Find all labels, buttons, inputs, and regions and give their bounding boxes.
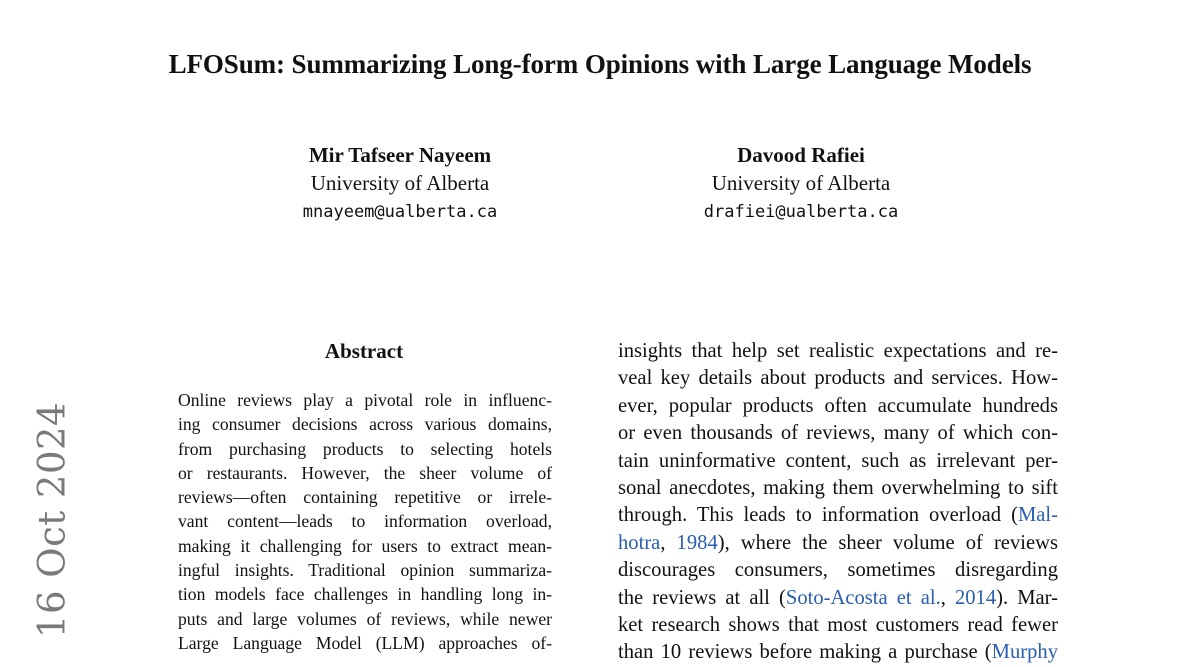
abstract-line: tion models face challenges in handling long in-: [178, 584, 552, 605]
body-text: ), where the sheer volume of reviews: [717, 531, 1058, 554]
body-text: the reviews at all (: [618, 586, 786, 609]
citation-link-malhotra[interactable]: hotra: [618, 531, 661, 554]
citation-link-malhotra-year[interactable]: 1984: [676, 531, 718, 554]
citation-link-soto-acosta[interactable]: Soto-Acosta et al.: [785, 586, 941, 609]
author-name: Davood Rafiei: [737, 143, 865, 167]
abstract-heading: Abstract: [324, 339, 404, 363]
body-line: [618, 585, 1058, 612]
author-affiliation: University of Alberta: [310, 171, 490, 195]
author-block-1: [240, 141, 560, 226]
abstract-line: making it challenging for users to extract mean-: [178, 535, 552, 556]
abstract-line: Large Language Model (LLM) approaches of-: [178, 632, 552, 653]
abstract-line: vant content—leads to information overload,: [178, 511, 552, 532]
abstract-line: Online reviews play a pivotal role in influenc-: [178, 390, 552, 410]
author-email[interactable]: mnayeem@ualberta.ca: [302, 202, 498, 222]
body-text: ). Mar-: [996, 586, 1058, 609]
body-line: sonal anecdotes, making them overwhelming to sift: [618, 477, 1058, 500]
body-text: than 10 reviews before making a purchase (: [618, 641, 992, 664]
abstract-line: from purchasing products to selecting hotels: [178, 438, 552, 459]
body-line: ket research shows that most customers read fewer: [618, 614, 1058, 637]
abstract-line: ing consumer decisions across various domains,: [178, 414, 552, 435]
body-line: or even thousands of reviews, many of which con-: [618, 422, 1058, 445]
author-block-2: [641, 141, 961, 226]
arxiv-date-stamp: [28, 401, 76, 639]
citation-link-murphy[interactable]: Murphy: [991, 641, 1058, 664]
citation-link-malhotra[interactable]: Mal-: [1017, 504, 1058, 527]
abstract-line: puts and large volumes of reviews, while newer: [178, 608, 552, 629]
body-line: [618, 502, 1058, 529]
body-line: [618, 530, 1058, 557]
abstract-line: or restaurants. However, the sheer volume of: [178, 462, 552, 483]
body-line: tain uninformative content, such as irrelevant per-: [618, 449, 1058, 472]
body-text: ,: [660, 531, 677, 554]
body-line: veal key details about products and services. How-: [618, 367, 1058, 390]
abstract-body: [178, 388, 552, 655]
body-line: [618, 639, 1058, 666]
arxiv-date: 16 Oct 2024: [30, 401, 74, 639]
body-line: ever, popular products often accumulate hundreds: [618, 394, 1058, 417]
paper-title: LFOSum: Summarizing Long-form Opinions with Large Language Models: [168, 49, 1032, 79]
citation-link-soto-acosta-year[interactable]: 2014: [954, 586, 997, 609]
abstract-line: ingful insights. Traditional opinion summariza-: [178, 560, 552, 581]
abstract-line: reviews—often containing repetitive or irrele-: [178, 487, 552, 508]
author-name: Mir Tafseer Nayeem: [308, 143, 492, 167]
body-line: discourages consumers, sometimes disregarding: [618, 559, 1058, 582]
body-text: through. This leads to information overload (: [618, 504, 1018, 527]
body-text: ,: [940, 586, 955, 609]
body-line: insights that help set realistic expectations and re-: [618, 340, 1058, 362]
author-email[interactable]: drafiei@ualberta.ca: [703, 202, 899, 222]
introduction-body: [618, 338, 1058, 667]
author-affiliation: University of Alberta: [711, 171, 891, 195]
